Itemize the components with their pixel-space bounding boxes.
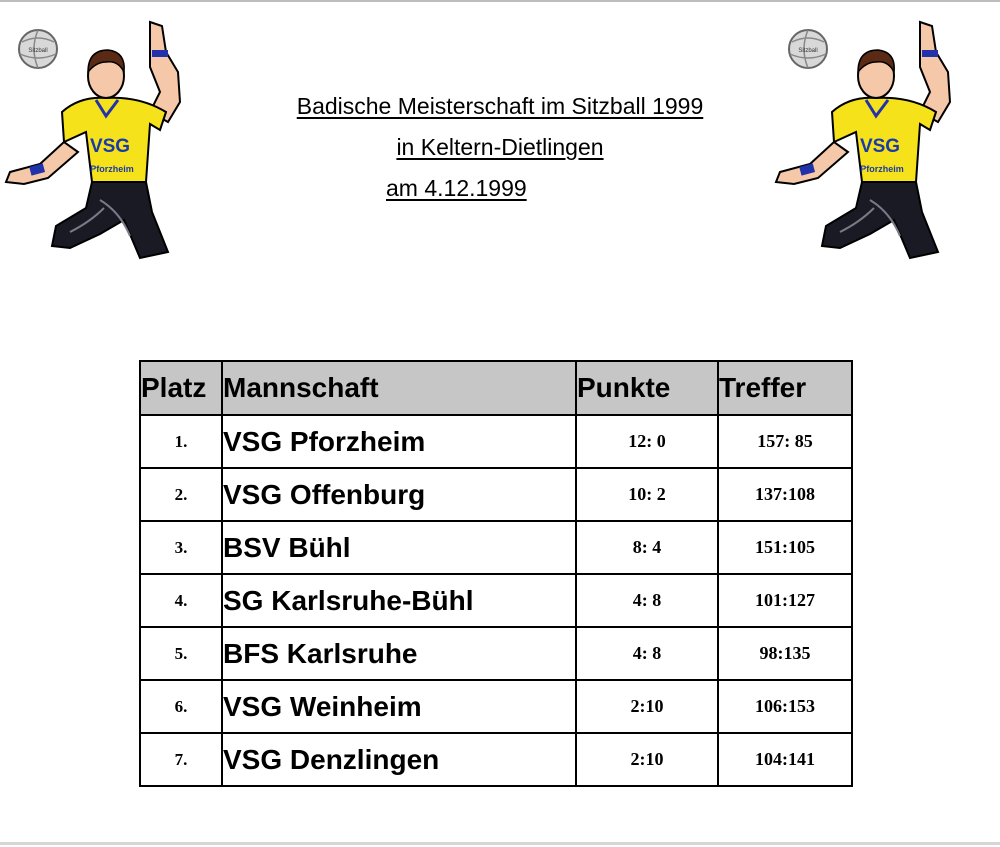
cell-punkte: 10: 2 [576,468,718,521]
cell-treffer: 151:105 [718,521,852,574]
cell-treffer: 98:135 [718,627,852,680]
column-header-mannschaft: Mannschaft [222,361,576,415]
cell-punkte: 12: 0 [576,415,718,468]
cell-punkte: 4: 8 [576,574,718,627]
cell-punkte: 4: 8 [576,627,718,680]
shirt-text-city: Pforzheim [90,164,134,174]
volleyball-icon [19,30,57,68]
volleyball-icon [789,30,827,68]
cell-team: SG Karlsruhe-Bühl [222,574,576,627]
table-row [140,627,852,680]
cell-punkte: 2:10 [576,680,718,733]
ball-label: Sitzball [798,48,818,54]
cell-treffer: 157: 85 [718,415,852,468]
vsg-mascot-image-right [770,12,970,262]
table-row [140,521,852,574]
cell-platz: 7. [140,733,222,786]
column-header-punkte: Punkte [576,361,718,415]
cell-team: BFS Karlsruhe [222,627,576,680]
vsg-mascot-image-left [0,12,200,262]
table-header-row [140,361,852,415]
heading-title: Badische Meisterschaft im Sitzball 1999 [296,93,704,119]
column-header-treffer: Treffer [718,361,852,415]
cell-platz: 3. [140,521,222,574]
heading-date: am 4.12.1999 [386,175,527,201]
cell-platz: 2. [140,468,222,521]
cell-team: VSG Offenburg [222,468,576,521]
table-row [140,468,852,521]
table-row [140,574,852,627]
cell-platz: 5. [140,627,222,680]
cell-platz: 6. [140,680,222,733]
cell-treffer: 101:127 [718,574,852,627]
table-row [140,415,852,468]
column-header-platz: Platz [140,361,222,415]
heading-location: in Keltern-Dietlingen [396,134,604,160]
shirt-text-vsg: VSG [859,136,901,157]
cell-punkte: 2:10 [576,733,718,786]
table-row [140,680,852,733]
cell-team: VSG Pforzheim [222,415,576,468]
cell-treffer: 137:108 [718,468,852,521]
shirt-text-vsg: VSG [89,136,131,157]
cell-team: BSV Bühl [222,521,576,574]
results-table [139,360,853,787]
ball-label: Sitzball [28,48,48,54]
top-divider [0,0,1000,2]
cell-team: VSG Weinheim [222,680,576,733]
cell-treffer: 104:141 [718,733,852,786]
table-row [140,733,852,786]
cell-platz: 1. [140,415,222,468]
shirt-text-city: Pforzheim [860,164,904,174]
event-heading [240,86,760,209]
bottom-divider [0,842,1000,845]
cell-platz: 4. [140,574,222,627]
cell-punkte: 8: 4 [576,521,718,574]
cell-treffer: 106:153 [718,680,852,733]
cell-team: VSG Denzlingen [222,733,576,786]
